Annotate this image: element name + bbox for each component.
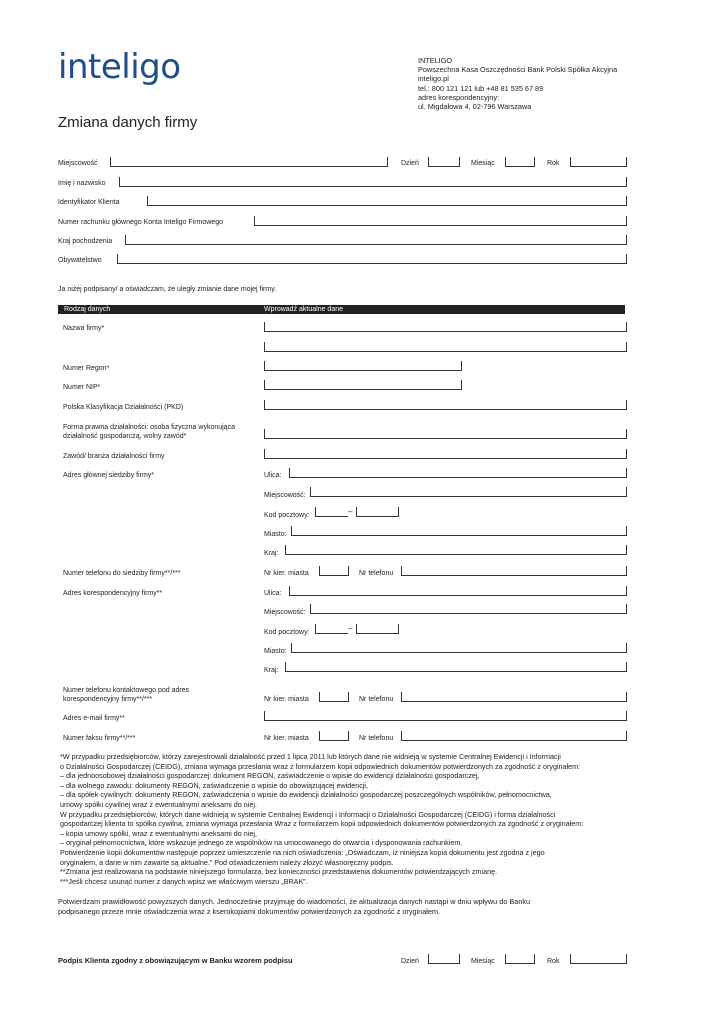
hq-phone-label: Numer telefonu do siedziby firmy**/*** <box>63 570 181 577</box>
hq-postcode-label: Kod pocztowy: <box>264 512 310 519</box>
corr-street-field[interactable] <box>289 586 627 596</box>
hq-town-label: Miasto: <box>264 531 287 538</box>
fax-area-code-label: Nr kier. miasta <box>264 735 309 742</box>
footnote-line: – oryginał pełnomocnictwa, które wskazuje jednego ze wspólników na umocowanego do otwarcia i dysponowania rachunkiem. <box>60 838 463 848</box>
contact-phone-label-1: Numer telefonu kontaktowego pod adres <box>63 687 190 694</box>
bank-website: inteligo.pl <box>418 74 449 84</box>
company-name-field-2[interactable] <box>264 342 627 352</box>
company-name-field-1[interactable] <box>264 322 627 332</box>
profession-field[interactable] <box>264 449 627 459</box>
footnotes <box>60 752 630 886</box>
signature-label: Podpis Klienta zgodny z obowiązującym w Banku wzorem podpisu <box>58 956 293 965</box>
logo-text: inteligo <box>58 47 181 87</box>
page-title: Zmiana danych firmy <box>58 114 198 131</box>
bank-legal-name: Powszechna Kasa Oszczędności Bank Polski Spółka Akcyjna <box>418 65 618 75</box>
legal-form-label-2: działalność gospodarczą, wolny zawód* <box>63 433 187 440</box>
hq-postcode-field-1[interactable] <box>315 507 348 517</box>
hq-country-field[interactable] <box>285 545 627 555</box>
corr-town-field[interactable] <box>291 643 627 653</box>
citizenship-field[interactable] <box>117 254 627 264</box>
sig-month-field[interactable] <box>505 954 535 964</box>
sig-month-label: Miesiąc <box>471 958 495 965</box>
regon-label: Numer Regon* <box>63 365 110 372</box>
confirmation-text <box>58 897 530 916</box>
pkd-field[interactable] <box>264 400 627 410</box>
legal-form-field[interactable] <box>264 429 627 439</box>
hq-area-code-label: Nr kier. miasta <box>264 570 309 577</box>
day-label: Dzień <box>401 160 419 167</box>
contact-area-code-label: Nr kier. miasta <box>264 696 309 703</box>
hq-phone-no-label: Nr telefonu <box>359 570 394 577</box>
confirmation-line: podpisanego przeze mnie oświadczenia wraz z kserokopiami dokumentów potwierdzonych za zgodność z oryginałem. <box>58 906 441 916</box>
account-field[interactable] <box>254 216 627 226</box>
city-label: Miejscowość <box>58 160 98 167</box>
confirmation-line: Potwierdzam prawidłowość powyższych danych. Jednocześnie przyjmuję do wiadomości, że aktualizacja danych nastąpi w dniu wpływu do Banku <box>58 897 531 906</box>
inteligo-logo <box>58 48 181 86</box>
hq-street-label: Ulica: <box>264 472 282 479</box>
footnote-line: Potwierdzenie kopii dokumentów następuje poprzez umieszczenie na nich oświadczenia: „Oświadczam, iż niniejsza kopia dokumentu jest zgodna z jego <box>60 847 545 857</box>
bank-phone: tel.: 800 121 121 lub +48 81 535 67 89 <box>418 83 544 93</box>
contact-area-code-field[interactable] <box>319 692 349 702</box>
city-field[interactable] <box>110 157 388 167</box>
hq-phone-field[interactable] <box>401 566 627 576</box>
footnote-line: o Działalności Gospodarczej (CEIDG), zmiana wymaga przesłania wraz z formularzem kopii odpowiednich dokumentów potwierdzonych za zgodność z oryginałem: <box>60 761 581 771</box>
postcode-dash: – <box>348 624 353 633</box>
footnote-line: – dla spółek cywilnych: dokumenty REGON, zaświadczenia o wpisie do ewidencji działalności gospodarczej poszczególnych wspólników, pełnomocnictwa, <box>60 790 552 800</box>
corr-town-label: Miasto: <box>264 648 287 655</box>
hq-country-label: Kraj: <box>264 550 279 557</box>
bank-address-label: adres korespondencyjny: <box>418 92 500 102</box>
corr-place-field[interactable] <box>310 604 627 614</box>
footnote-line: W przypadku przedsiębiorców, których dane widnieją w systemie Centralnej Ewidencji i Informacji o Działalności Gospodarczej (CEIDG) i forma działalności <box>60 809 556 819</box>
contact-phone-no-label: Nr telefonu <box>359 696 394 703</box>
email-field[interactable] <box>264 711 627 721</box>
corr-country-field[interactable] <box>285 662 627 672</box>
sig-year-field[interactable] <box>570 954 627 964</box>
postcode-dash: – <box>348 507 353 516</box>
regon-field[interactable] <box>264 361 462 371</box>
country-field[interactable] <box>125 235 627 245</box>
country-label: Kraj pochodzenia <box>58 238 113 245</box>
bank-address-block <box>418 56 617 111</box>
fax-area-code-field[interactable] <box>319 731 349 741</box>
nip-label: Numer NIP* <box>63 384 101 391</box>
footnote-line: ***Jeśli chcesz usunąć numer z danych wpisz we właściwym wierszu „BRAK”. <box>60 876 308 886</box>
footnote-line: – dla wolnego zawodu: dokumenty REGON, zaświadczenie o wpisie do obowiązującej ewidencji, <box>60 780 369 790</box>
sig-day-label: Dzień <box>401 958 419 965</box>
hq-address-label: Adres głównej siedziby firmy* <box>63 472 155 479</box>
corr-street-label: Ulica: <box>264 590 282 597</box>
footnote-line: **Zmiana jest realizowana na podstawie niniejszego formularza, bez konieczności przedstawienia dokumentów potwierdzających zmianę. <box>60 867 498 877</box>
corr-place-label: Miejscowość: <box>264 609 306 616</box>
footnote-line: oryginałem, a dane w nim zawarte są aktualne.” Pod oświadczeniem należy złożyć własnoręczny podpis. <box>60 857 394 867</box>
legal-form-label-1: Forma prawna działalności: osoba fizyczna wykonująca <box>63 424 235 431</box>
citizenship-label: Obywatelstwo <box>58 257 102 264</box>
corr-postcode-field-2[interactable] <box>356 624 399 634</box>
email-label: Adres e-mail firmy** <box>63 715 125 722</box>
name-field[interactable] <box>119 177 627 187</box>
hq-place-field[interactable] <box>310 487 627 497</box>
footnote-line: – dla jednoosobowej działalności gospodarczej: dokument REGON, zaświadczenie o wpisie do ewidencji działalności gospodarczej, <box>60 771 480 781</box>
hq-place-label: Miejscowość: <box>264 492 306 499</box>
corr-address-label: Adres korespondencyjny firmy** <box>63 590 163 597</box>
profession-label: Zawód/ branża działalności firmy <box>63 453 165 460</box>
nip-field[interactable] <box>264 380 462 390</box>
col-data-type: Rodzaj danych <box>64 306 111 313</box>
corr-postcode-label: Kod pocztowy: <box>264 629 310 636</box>
day-field[interactable] <box>428 157 460 167</box>
company-name-label: Nazwa firmy* <box>63 325 105 332</box>
footnote-line: gospodarczej klienta to spółka cywilna, zmiana wymaga przesłania Wraz z formularzem kopii odpowiednich dokumentów potwierdzonych za zgodność z oryginałem: <box>60 819 584 829</box>
hq-street-field[interactable] <box>289 468 627 478</box>
fax-field[interactable] <box>401 731 627 741</box>
hq-town-field[interactable] <box>291 526 627 536</box>
sig-year-label: Rok <box>547 958 560 965</box>
year-field[interactable] <box>570 157 627 167</box>
hq-postcode-field-2[interactable] <box>356 507 399 517</box>
contact-phone-field[interactable] <box>401 692 627 702</box>
corr-country-label: Kraj: <box>264 667 279 674</box>
account-label: Numer rachunku głównego Konta Inteligo Firmowego <box>58 219 223 226</box>
declaration-text: Ja niżej podpisany/ a oświadczam, że uległy zmianie dane mojej firmy. <box>58 286 277 293</box>
client-id-label: Identyfikator Klienta <box>58 199 120 206</box>
name-label: Imię i nazwisko <box>58 180 106 187</box>
corr-postcode-field-1[interactable] <box>315 624 348 634</box>
data-table-header <box>58 305 625 314</box>
footnote-line: – kopia umowy spółki, wraz z ewentualnymi aneksami do niej, <box>60 828 257 838</box>
month-label: Miesiąc <box>471 160 495 167</box>
bank-name: INTELIGO <box>418 56 453 65</box>
fax-no-label: Nr telefonu <box>359 735 394 742</box>
footnote-line: *W przypadku przedsiębiorców, którzy zarejestrowali działalność przed 1 lipca 2011 lub których dane nie widnieją w systemie Centralnej Ewidencji i Informacji <box>60 752 561 761</box>
contact-phone-label-2: korespondencyjny firmy**/*** <box>63 696 153 703</box>
sig-day-field[interactable] <box>428 954 460 964</box>
col-new-data: Wprowadź aktualne dane <box>264 306 343 313</box>
pkd-label: Polska Klasyfikacja Działalności (PKD) <box>63 404 184 411</box>
month-field[interactable] <box>505 157 535 167</box>
year-label: Rok <box>547 160 560 167</box>
fax-label: Numer faksu firmy**/*** <box>63 735 136 742</box>
client-id-field[interactable] <box>147 196 627 206</box>
footnote-line: umowy spółki cywilnej wraz z ewentualnymi aneksami do niej. <box>60 799 257 809</box>
hq-area-code-field[interactable] <box>319 566 349 576</box>
bank-address: ul. Migdałowa 4, 02-796 Warszawa <box>418 102 532 112</box>
